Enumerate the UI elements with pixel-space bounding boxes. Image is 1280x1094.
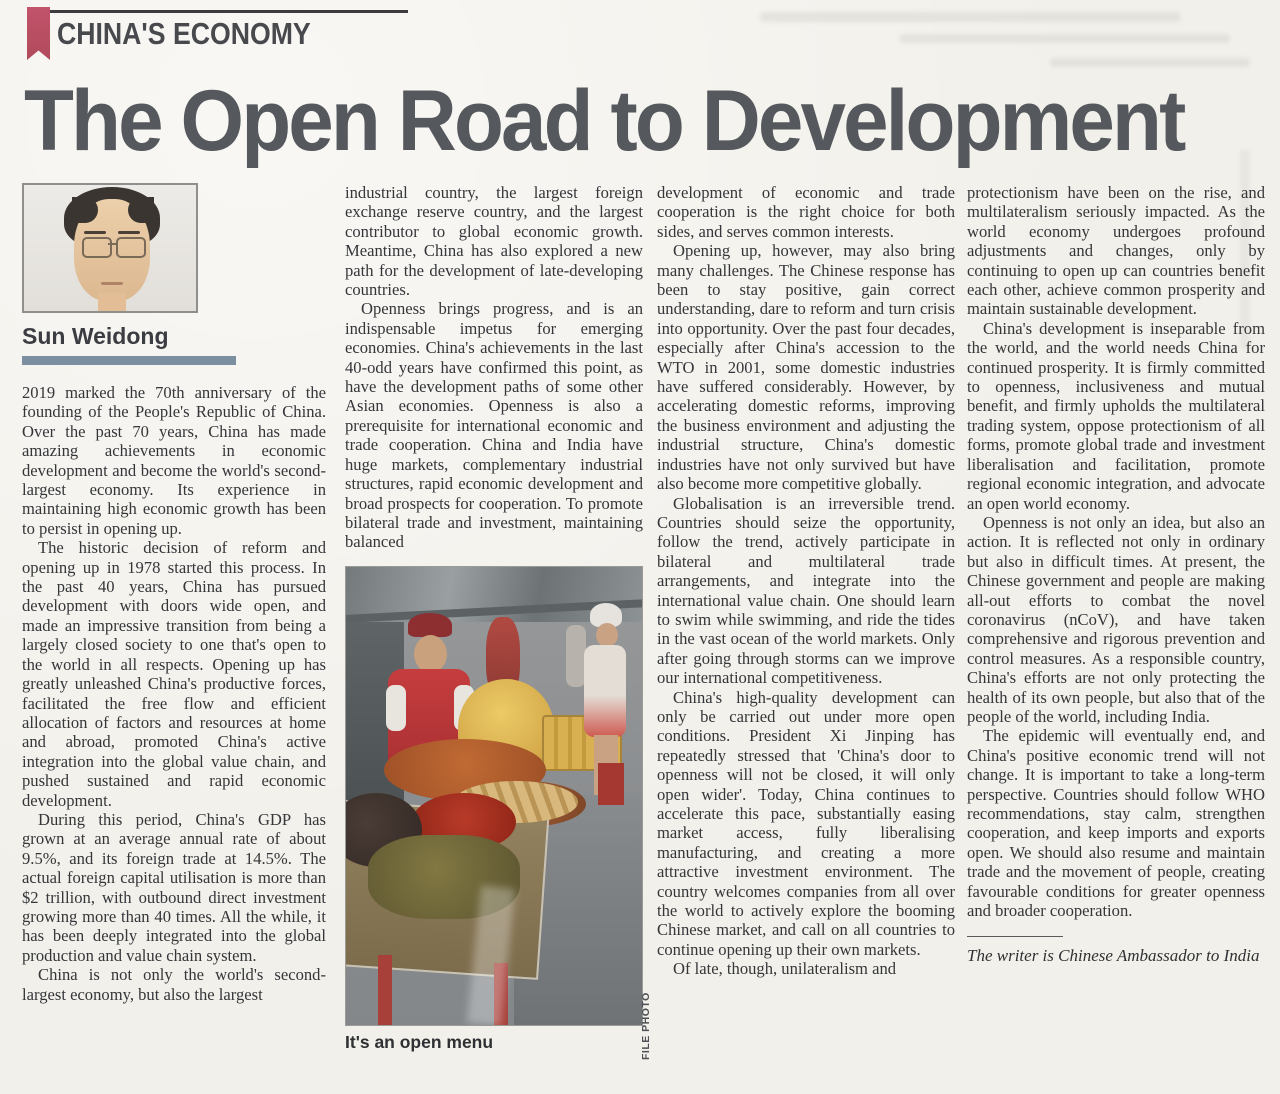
portrait-glasses bbox=[116, 237, 146, 258]
photo-vendor-face bbox=[414, 635, 447, 673]
photo-table-leg bbox=[378, 955, 392, 1025]
article-headline: The Open Road to Development bbox=[24, 73, 1184, 169]
column-3-text bbox=[657, 183, 955, 979]
byline-divider-bar bbox=[22, 356, 236, 365]
portrait-mouth bbox=[101, 282, 123, 285]
article-paragraph: China is not only the world's second-largest economy, but also the largest bbox=[22, 965, 326, 1004]
article-paragraph: 2019 marked the 70th anniversary of the founding of the People's Republic of China. Over the past 70 years, China has made amazing achievements in economic development and become the world's second-largest economy. Its experience in maintaining high economic growth has been to persist in opening up. bbox=[22, 383, 326, 538]
portrait-hair bbox=[128, 197, 154, 223]
market-photo bbox=[345, 566, 643, 1026]
article-paragraph: China's high-quality development can only be carried out under more open conditions. President Xi Jinping has repeatedly stressed that 'China's door to openness will not be closed, it will only open wider'. Today, China continues to accelerate this pace, substantially easing market access, fully liberalising manufacturing, and creating a more attractive investment environment. The country welcomes companies from all over the world to actively explore the booming Chinese market, and call on all countries to continue opening up their own markets. bbox=[657, 687, 955, 959]
section-kicker: CHINA'S ECONOMY bbox=[57, 16, 311, 51]
portrait-hair bbox=[72, 197, 98, 223]
author-byline: Sun Weidong bbox=[22, 323, 169, 349]
header-rule bbox=[36, 10, 408, 13]
writer-credit: The writer is Chinese Ambassador to India bbox=[967, 946, 1260, 966]
article-paragraph: Of late, though, unilateralism and bbox=[673, 959, 897, 979]
portrait-eyebrow bbox=[84, 231, 106, 234]
photo-shopper-head bbox=[596, 623, 618, 647]
photo-caption: It's an open menu bbox=[345, 1031, 494, 1052]
article-paragraph: Openness brings progress, and is an indispensable impetus for emerging economies. China's achievements in the last 40-odd years have confirmed this point, as have the development paths of some other Asian economies. Openness is also a prerequisite for international economic and trade cooperation. China and India have huge markets, complementary industrial structures, rapid economic development and broad prospects for cooperation. To promote bilateral trade and investment, maintaining balanced bbox=[345, 299, 643, 552]
portrait-eyebrow bbox=[118, 231, 140, 234]
ribbon-bookmark-icon bbox=[27, 7, 50, 60]
column-1 bbox=[22, 183, 326, 1004]
photo-bystander bbox=[566, 625, 586, 687]
article-paragraph: Opening up, however, may also bring many challenges. The Chinese response has been to stay positive, gain correct understanding, dare to reform and turn crisis into opportunity. Over the past four decades, especially after China's accession to the WTO in 2001, some domestic industries have suffered considerably. However, by accelerating domestic reforms, improving the business environment and adjusting the industrial structure, China's domestic industries have not only survived but have also become more competitive globally. bbox=[657, 241, 955, 494]
article-paragraph: protectionism have been on the rise, and multilateralism seriously impacted. As the world economy undergoes profound adjustments and changes, only by continuing to open up can countries benefit each other, achieve common prosperity and maintain sustainable development. bbox=[967, 183, 1265, 319]
photo-shopper-body bbox=[584, 645, 626, 737]
article-paragraph: industrial country, the largest foreign exchange reserve country, and the largest contributor to global economic growth. Meantime, China has also explored a new path for the development of late-developing countries. bbox=[345, 183, 643, 300]
column-2-text bbox=[345, 183, 643, 552]
print-bleed-artifact bbox=[900, 34, 1230, 43]
portrait-glasses bbox=[108, 243, 116, 245]
article-paragraph: development of economic and trade cooperation is the right choice for both sides, and serves common interests. bbox=[657, 183, 955, 241]
column-3 bbox=[657, 183, 955, 979]
column-4 bbox=[967, 183, 1265, 966]
photo-stool bbox=[598, 763, 624, 805]
photo-vendor-sleeve bbox=[386, 685, 406, 731]
photo-vendor-hat bbox=[408, 613, 452, 637]
article-paragraph: Openness is not only an idea, but also an action. It is reflected not only in ordinary but also in difficult times. At present, the Chinese government and people are making all-out efforts to combat the novel coronavirus (nCoV), and have taken comprehensive and rigorous prevention and control measures. As a responsible country, China's efforts are not only protecting the health of its own people, but also that of the people of the world, including India. bbox=[967, 512, 1265, 726]
print-bleed-artifact bbox=[760, 12, 1180, 22]
portrait-glasses bbox=[82, 237, 112, 258]
article-paragraph: The historic decision of reform and opening up in 1978 started this process. In the past 40 years, China has pursued development with doors wide open, and made an impressive transition from being a largely closed society to one that's open to the world in all respects. Opening up has greatly unleashed China's productive forces, facilitated the free flow and efficient allocation of factors and resources at home and abroad, promoted China's active integration into the global value chain, and pushed sustained and rapid economic development. bbox=[22, 538, 326, 810]
print-bleed-artifact bbox=[1050, 58, 1250, 67]
article-paragraph: Globalisation is an irreversible trend. Countries should seize the opportunity, follow the trend, actively participate in bilateral and multilateral trade arrangements, and integrate into the international value chain. One should learn to swim while swimming, and ride the tides in the vast ocean of the world markets. Only after going through storms can we improve our international competitiveness. bbox=[657, 493, 955, 688]
article-paragraph: China's development is inseparable from the world, and the world needs China for continued prosperity. It is firmly committed to openness, inclusiveness and mutual benefit, and firmly upholds the multilateral trading system, oppose protectionism of all forms, promote global trade and investment liberalisation and facilitation, promote regional economic integration, and advocate an open world economy. bbox=[967, 318, 1265, 513]
credit-divider bbox=[967, 936, 1063, 937]
article-paragraph: The epidemic will eventually end, and China's positive economic trend will not change. It is important to take a long-term perspective. Countries should follow WHO recommendations, stay calm, strengthen cooperation, and keep imports and exports open. We should also resume and maintain trade and the movement of people, creating favourable conditions for greater openness and broader cooperation. bbox=[967, 726, 1265, 921]
column-2 bbox=[345, 183, 643, 1053]
column-1-text bbox=[22, 383, 326, 1004]
photo-credit: FILE PHOTO bbox=[640, 992, 652, 1060]
column-4-text bbox=[967, 183, 1265, 920]
portrait-neck bbox=[98, 293, 126, 313]
author-portrait bbox=[22, 183, 198, 313]
article-paragraph: During this period, China's GDP has grown at an average annual rate of about 9.5%, and its foreign trade at 14.5%. The actual foreign capital utilisation is more than $2 trillion, with outbound direct investment growing more than 40 times. All the while, it has been deeply integrated into the global production and value chain system. bbox=[22, 809, 326, 965]
